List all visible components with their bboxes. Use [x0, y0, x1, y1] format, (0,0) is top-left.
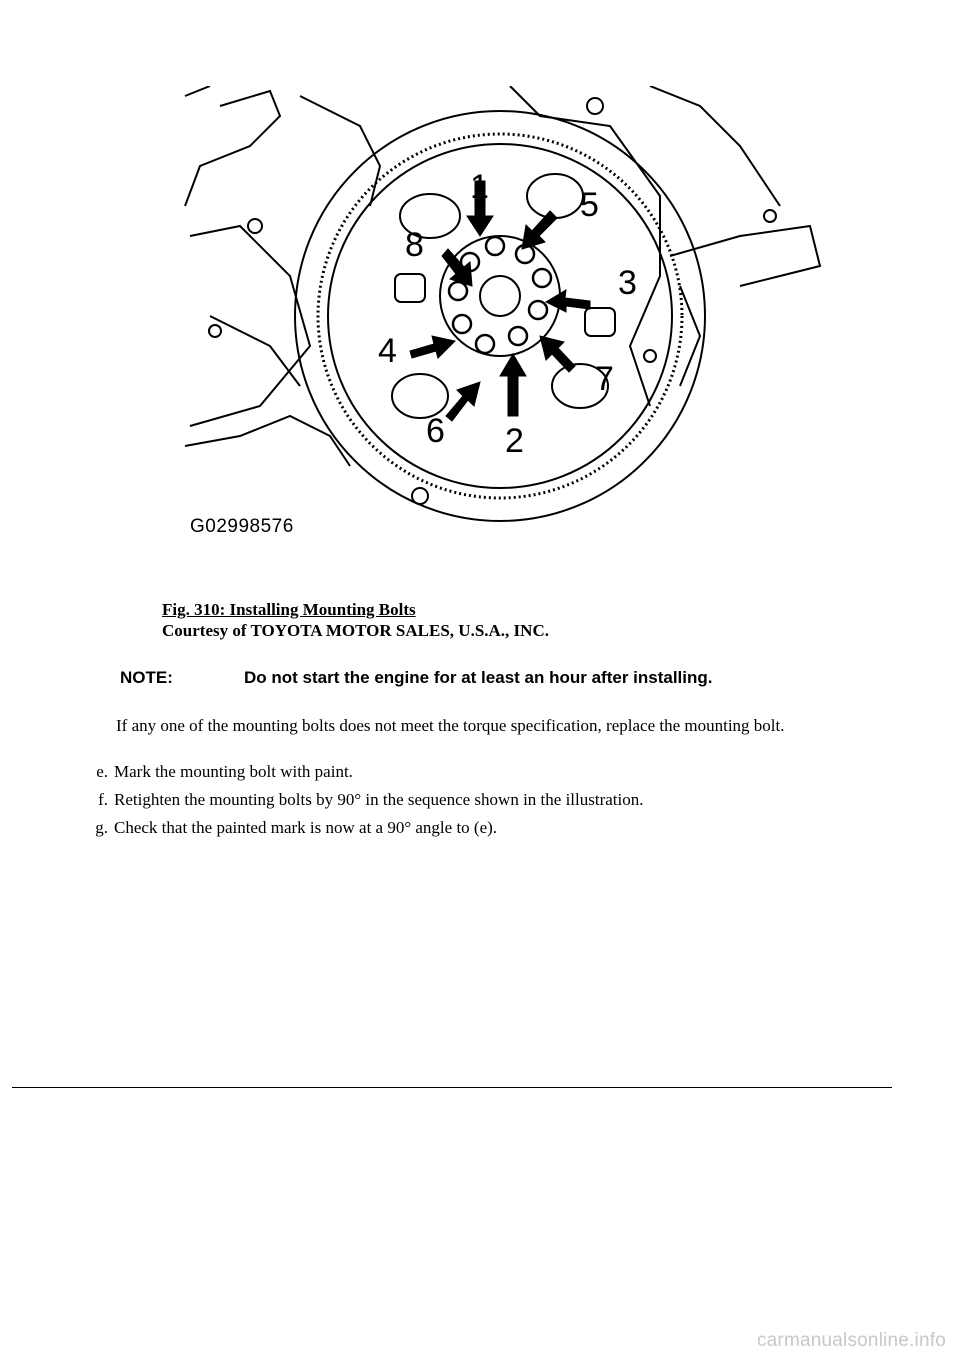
- step-marker: f.: [98, 790, 108, 809]
- page-divider: [12, 1087, 892, 1088]
- figure-title: Fig. 310: Installing Mounting Bolts: [162, 600, 416, 619]
- bolt-label-5: 5: [580, 186, 599, 224]
- note-label: NOTE:: [120, 668, 173, 687]
- list-item: [70, 790, 643, 818]
- list-item: [70, 762, 643, 790]
- figure-code: G02998576: [190, 516, 294, 537]
- step-marker: e.: [96, 762, 108, 781]
- bolt-label-1: 1: [470, 168, 489, 206]
- step-text: Mark the mounting bolt with paint.: [114, 762, 353, 781]
- figure-credit: Courtesy of TOYOTA MOTOR SALES, U.S.A., INC.: [162, 621, 549, 640]
- watermark: carmanualsonline.info: [756, 1330, 946, 1351]
- bolt-label-2: 2: [505, 422, 524, 460]
- list-item: [70, 818, 643, 846]
- bolt-label-3: 3: [618, 264, 637, 302]
- bolt-label-4: 4: [378, 332, 397, 370]
- bolt-label-8: 8: [405, 226, 424, 264]
- step-list: [70, 762, 643, 846]
- flywheel-illustration: [180, 86, 830, 546]
- bolt-label-7: 7: [595, 360, 614, 398]
- figure-caption: [162, 599, 549, 641]
- note-text: Do not start the engine for at least an hour after installing.: [244, 668, 713, 687]
- step-text: Check that the painted mark is now at a 90° angle to (e).: [114, 818, 498, 837]
- note-box: [120, 668, 713, 688]
- torque-paragraph: If any one of the mounting bolts does not meet the torque specification, replace the mounting bolt.: [116, 716, 785, 735]
- bolt-label-6: 6: [426, 412, 445, 450]
- step-marker: g.: [95, 818, 108, 837]
- step-text: Retighten the mounting bolts by 90° in the sequence shown in the illustration.: [114, 790, 644, 809]
